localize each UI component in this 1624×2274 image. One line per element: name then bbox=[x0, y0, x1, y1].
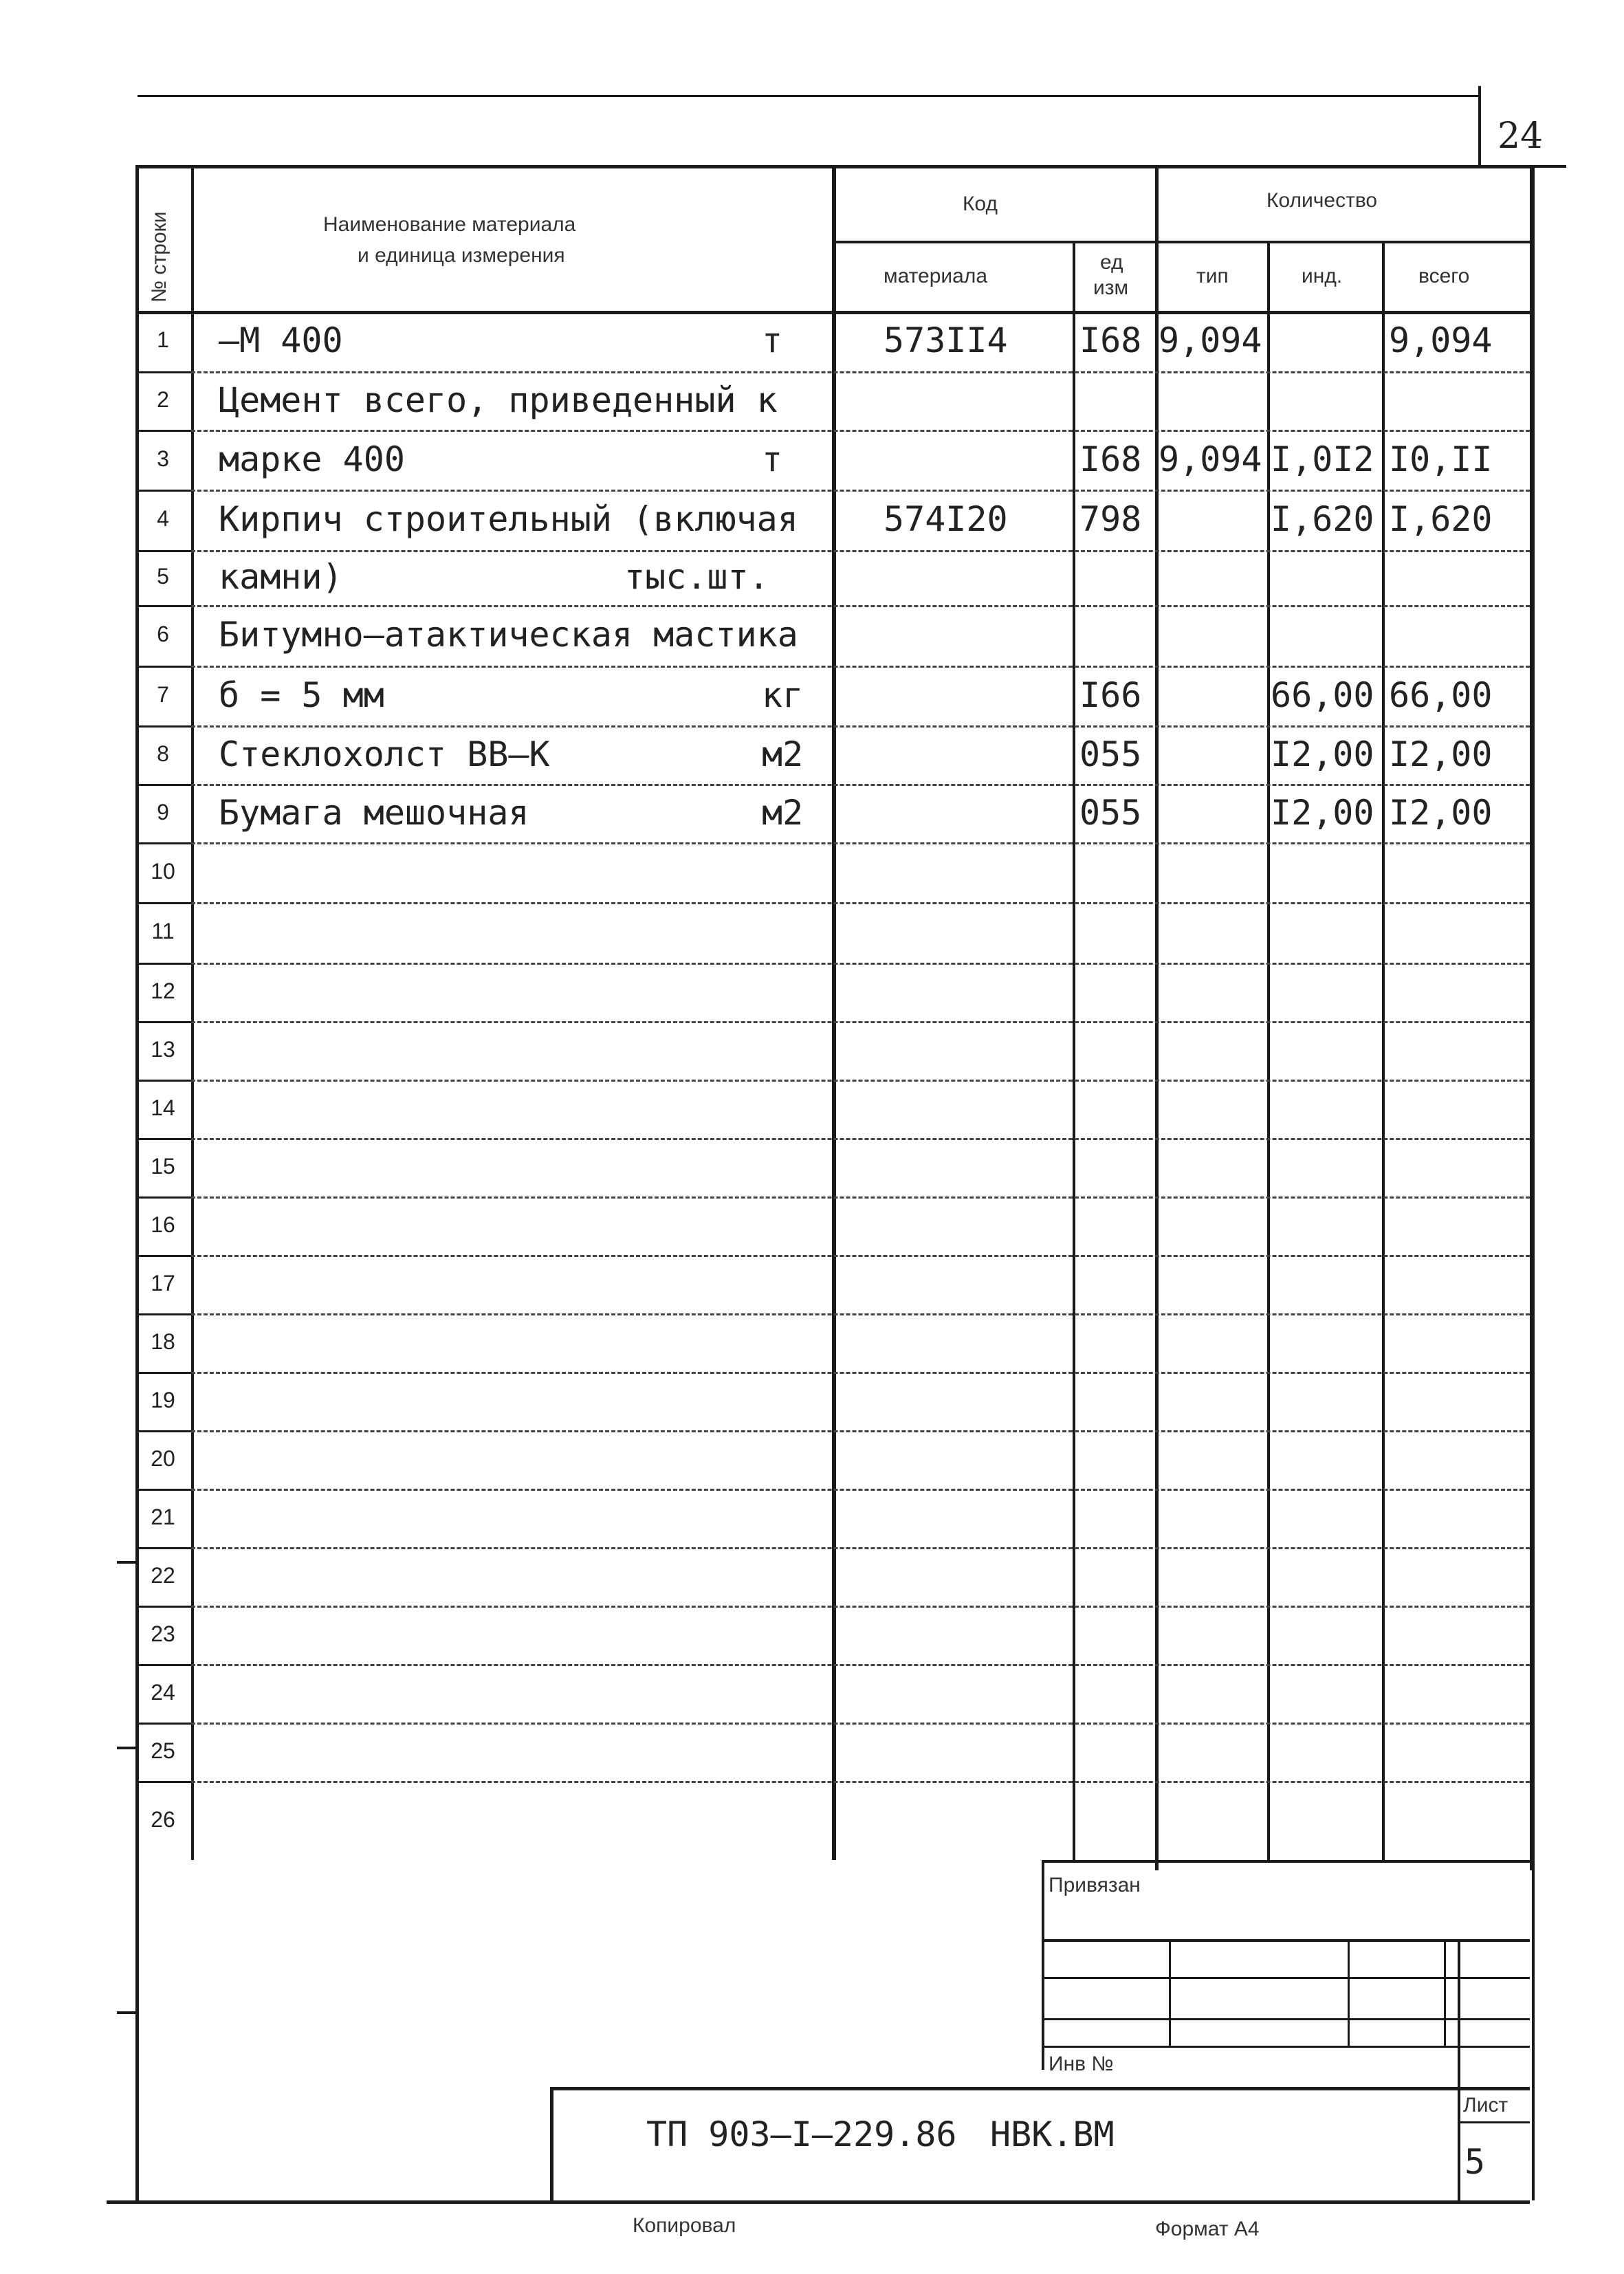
header-mid-rule bbox=[832, 241, 1530, 243]
code-header: Код bbox=[963, 193, 998, 215]
sheet-number: 5 bbox=[1464, 2142, 1486, 2182]
row-number: 16 bbox=[151, 1212, 175, 1237]
row-rule-dashed bbox=[191, 666, 1530, 668]
row-number: 17 bbox=[151, 1270, 175, 1295]
qty-total: 66,00 bbox=[1389, 675, 1493, 715]
page-number: 24 bbox=[1497, 116, 1544, 157]
margin-tick bbox=[117, 1747, 135, 1749]
material-name: марке 400 bbox=[219, 439, 405, 479]
row-rule-dashed bbox=[191, 490, 1530, 492]
row-number: 9 bbox=[157, 799, 169, 824]
qty-typ: 9,094 bbox=[1159, 439, 1262, 479]
row-rule bbox=[135, 550, 191, 552]
row-rule-dashed bbox=[191, 902, 1530, 904]
sheet-box-rule bbox=[1458, 2121, 1530, 2123]
row-number: 15 bbox=[151, 1153, 175, 1179]
stamp-v bbox=[1458, 1939, 1460, 2200]
row-rule bbox=[135, 666, 191, 668]
row-rule bbox=[135, 1372, 191, 1374]
unit-text: т bbox=[762, 439, 783, 479]
material-name: Стеклохолст ВВ–К bbox=[219, 734, 550, 774]
row-rule bbox=[135, 490, 191, 492]
stamp-rule bbox=[1042, 2018, 1530, 2020]
material-name: Битумно–атактическая мастика bbox=[219, 615, 798, 655]
material-name: Бумага мешочная bbox=[219, 792, 529, 833]
stamp-left bbox=[1042, 1860, 1044, 2070]
row-rule bbox=[135, 1664, 191, 1666]
row-rule-dashed bbox=[191, 1021, 1530, 1023]
material-name: —М 400 bbox=[219, 320, 343, 360]
code-col-line bbox=[1073, 241, 1075, 1860]
row-number-header: № строки bbox=[148, 211, 171, 303]
material-header: материала bbox=[884, 265, 988, 287]
row-rule bbox=[135, 902, 191, 904]
row-rule-dashed bbox=[191, 1547, 1530, 1549]
stamp-v bbox=[1444, 1939, 1446, 2046]
row-rule bbox=[135, 725, 191, 728]
row-rule bbox=[135, 1430, 191, 1432]
name-header-line2: и единица измерения bbox=[358, 244, 565, 267]
row-number: 20 bbox=[151, 1445, 175, 1471]
unit-header-line2: изм bbox=[1093, 276, 1129, 299]
row-number: 10 bbox=[151, 858, 175, 884]
material-code: 574I20 bbox=[884, 499, 1008, 539]
stamp-top bbox=[1042, 1860, 1530, 1863]
document-suffix: НВК.ВМ bbox=[990, 2114, 1115, 2154]
qty-total: I2,00 bbox=[1389, 734, 1493, 774]
qty-total: I,620 bbox=[1389, 499, 1493, 539]
row-rule-dashed bbox=[191, 1313, 1530, 1315]
row-rule-dashed bbox=[191, 725, 1530, 728]
stamp-v bbox=[1348, 1939, 1350, 2046]
total-header: всего bbox=[1418, 265, 1470, 287]
unit-header-line1: ед bbox=[1100, 251, 1123, 274]
row-rule-dashed bbox=[191, 1489, 1530, 1491]
row-rule bbox=[135, 605, 191, 607]
copied-label: Копировал bbox=[633, 2214, 736, 2237]
row-number: 25 bbox=[151, 1738, 175, 1763]
unit-text: м2 bbox=[762, 792, 804, 833]
unit-code: 055 bbox=[1079, 792, 1142, 833]
row-rule-dashed bbox=[191, 605, 1530, 607]
row-rule-dashed bbox=[191, 1138, 1530, 1140]
row-number: 7 bbox=[157, 681, 169, 707]
unit-text: тыс.шт. bbox=[624, 557, 769, 597]
row-number: 4 bbox=[157, 506, 169, 531]
inv-no-label: Инв № bbox=[1049, 2053, 1114, 2075]
row-rule bbox=[135, 1021, 191, 1023]
format-label: Формат А4 bbox=[1155, 2218, 1260, 2240]
row-rule-dashed bbox=[191, 1255, 1530, 1257]
row-number: 3 bbox=[157, 446, 169, 471]
material-name: камни) bbox=[219, 557, 343, 597]
unit-text: т bbox=[762, 320, 783, 360]
typ-header: тип bbox=[1196, 265, 1229, 287]
qty-typ: 9,094 bbox=[1159, 320, 1262, 360]
row-rule-dashed bbox=[191, 1664, 1530, 1666]
qty-ind: 66,00 bbox=[1271, 675, 1374, 715]
qty-total: 9,094 bbox=[1389, 320, 1493, 360]
row-number: 21 bbox=[151, 1504, 175, 1529]
unit-text: кг bbox=[762, 675, 804, 715]
row-rule bbox=[135, 1196, 191, 1199]
margin-tick bbox=[117, 1561, 135, 1564]
row-rule bbox=[135, 963, 191, 965]
row-rule bbox=[135, 1138, 191, 1140]
row-rule bbox=[135, 1547, 191, 1549]
row-number: 8 bbox=[157, 741, 169, 766]
top-rule bbox=[138, 95, 1478, 97]
qty-ind: I,620 bbox=[1271, 499, 1374, 539]
unit-code: I66 bbox=[1079, 675, 1142, 715]
qty-total: I2,00 bbox=[1389, 792, 1493, 833]
row-number: 23 bbox=[151, 1621, 175, 1646]
ind-header: инд. bbox=[1302, 265, 1343, 287]
row-rule-dashed bbox=[191, 1080, 1530, 1082]
unit-code: I68 bbox=[1079, 439, 1142, 479]
material-name: Цемент всего, приведенный к bbox=[219, 380, 778, 420]
row-number: 1 bbox=[157, 327, 169, 352]
row-rule bbox=[135, 1313, 191, 1315]
row-number: 11 bbox=[151, 919, 175, 943]
title-block-top bbox=[550, 2087, 1530, 2090]
stamp-rule bbox=[1042, 1939, 1530, 1942]
left-border bbox=[135, 165, 139, 2200]
row-rule bbox=[135, 842, 191, 844]
page-number-box-line bbox=[1478, 86, 1481, 165]
row-number: 18 bbox=[151, 1329, 175, 1354]
quantity-header: Количество bbox=[1266, 189, 1378, 212]
row-rule bbox=[135, 1080, 191, 1082]
row-rule-dashed bbox=[191, 963, 1530, 965]
total-col-line bbox=[1530, 165, 1533, 1870]
row-number: 13 bbox=[151, 1036, 175, 1062]
row-number: 5 bbox=[157, 564, 169, 589]
row-rule-dashed bbox=[191, 784, 1530, 786]
ind-col-line bbox=[1382, 241, 1385, 1860]
row-number: 14 bbox=[151, 1095, 175, 1120]
qty-total: I0,II bbox=[1389, 439, 1493, 479]
row-rule-dashed bbox=[191, 430, 1530, 432]
qty-ind: I2,00 bbox=[1271, 792, 1374, 833]
row-number: 22 bbox=[151, 1562, 175, 1588]
row-rule bbox=[135, 371, 191, 373]
row-rule bbox=[135, 1489, 191, 1491]
row-rule bbox=[135, 784, 191, 786]
row-number: 2 bbox=[157, 386, 169, 412]
stamp-rule bbox=[1042, 2046, 1530, 2048]
unit-code: 798 bbox=[1079, 499, 1142, 539]
row-rule-dashed bbox=[191, 1196, 1530, 1199]
row-rule-dashed bbox=[191, 1606, 1530, 1608]
material-name: б = 5 мм bbox=[219, 675, 384, 715]
row-number: 12 bbox=[151, 978, 175, 1003]
row-rule-dashed bbox=[191, 1781, 1530, 1783]
unit-text: м2 bbox=[762, 734, 804, 774]
privyazan-label: Привязан bbox=[1049, 1874, 1141, 1896]
row-rule-dashed bbox=[191, 1372, 1530, 1374]
material-name: Кирпич строительный (включая bbox=[219, 499, 798, 539]
sheet-label: Лист bbox=[1463, 2094, 1508, 2117]
title-block-left bbox=[550, 2087, 553, 2200]
row-rule bbox=[135, 1255, 191, 1257]
unit-code: I68 bbox=[1079, 320, 1142, 360]
qty-ind: I,0I2 bbox=[1271, 439, 1374, 479]
unit-col-line bbox=[1155, 165, 1159, 1870]
row-rule bbox=[135, 1781, 191, 1783]
row-number: 26 bbox=[151, 1806, 175, 1832]
row-rule-dashed bbox=[191, 1723, 1530, 1725]
stamp-rule bbox=[1042, 1977, 1530, 1979]
bottom-rule bbox=[107, 2200, 1530, 2204]
row-rule-dashed bbox=[191, 1430, 1530, 1432]
row-rule bbox=[135, 1723, 191, 1725]
material-code: 573II4 bbox=[884, 320, 1008, 360]
row-number: 6 bbox=[157, 622, 169, 646]
row-rule bbox=[135, 430, 191, 432]
qty-ind: I2,00 bbox=[1271, 734, 1374, 774]
unit-code: 055 bbox=[1079, 734, 1142, 774]
name-header-line1: Наименование материала bbox=[323, 213, 576, 236]
row-number: 24 bbox=[151, 1679, 175, 1705]
margin-tick bbox=[117, 2011, 135, 2014]
row-rule bbox=[135, 1606, 191, 1608]
row-rule-dashed bbox=[191, 842, 1530, 844]
document-code: ТП 903–I–229.86 bbox=[646, 2114, 957, 2154]
typ-col-line bbox=[1267, 241, 1270, 1860]
row-rule-dashed bbox=[191, 550, 1530, 552]
stamp-v bbox=[1169, 1939, 1171, 2046]
row-rule-dashed bbox=[191, 371, 1530, 373]
row-number: 19 bbox=[151, 1387, 175, 1412]
